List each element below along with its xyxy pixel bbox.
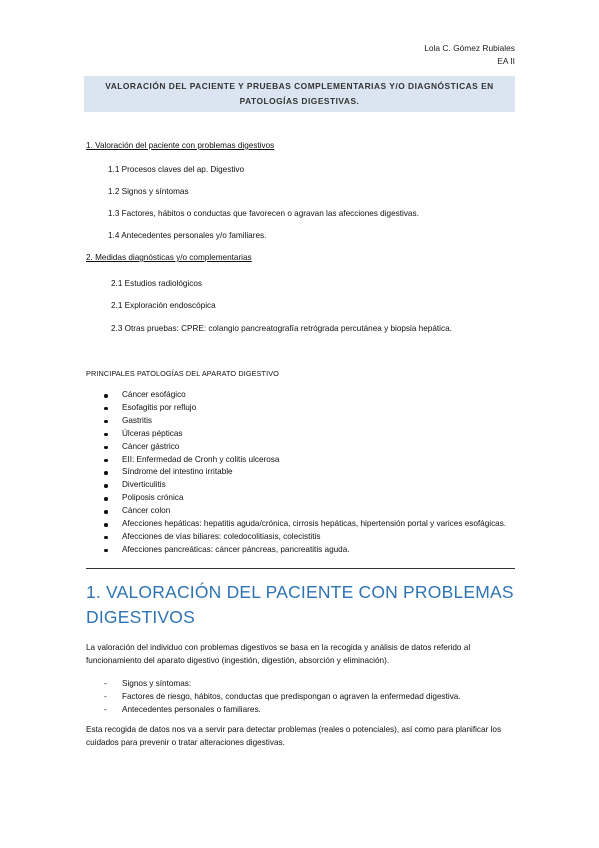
- list-item: - Factores de riesgo, hábitos, conductas que predispongan o agraven la enfermedad digestiva.: [86, 690, 516, 703]
- dash-marker: -: [104, 679, 107, 688]
- list-item: Esofagitis por reflujo: [86, 402, 516, 415]
- index-item: 1.3 Factores, hábitos o conductas que favorecen o agravan las afecciones digestivas.: [108, 209, 419, 218]
- dash-marker: -: [104, 705, 107, 715]
- section-1-intro: La valoración del individuo con problemas digestivos se basa en la recogida y análisis de datos referido al funcionamiento del aparato digestivo (ingestión, digestión, absorción y eliminación).: [86, 643, 471, 666]
- list-item: Afecciones de vías biliares: coledocolitiasis, colecistitis: [86, 531, 516, 544]
- list-item: Cáncer colon: [86, 505, 516, 518]
- index-item: 2.1 Estudios radiológicos: [111, 279, 203, 288]
- document-title-band: [84, 76, 515, 112]
- list-item: Diverticulitis: [86, 479, 516, 492]
- pathologies-label: PRINCIPALES PATOLOGÍAS DEL APARATO DIGESTIVO: [86, 369, 279, 378]
- list-item: Afecciones hepáticas: hepatitis aguda/crónica, cirrosis hepáticas, hipertensión portal y varices esofágicas.: [86, 518, 516, 531]
- list-item: Poliposis crónica: [86, 492, 516, 505]
- author-name: Lola C. Gómez Rubiales: [424, 43, 515, 53]
- list-item: Gastritis: [86, 415, 516, 428]
- section-divider: [86, 568, 515, 569]
- bullet-icon: [104, 459, 108, 463]
- list-item: Afecciones pancreáticas: cáncer páncreas, pancreatitis aguda.: [86, 544, 516, 557]
- list-item: - Signos y síntomas:: [86, 677, 516, 690]
- course-code: EA II: [497, 56, 515, 66]
- index-section-2: 2. Medidas diagnósticas y/o complementarias: [86, 253, 252, 262]
- bullet-icon: [104, 433, 108, 437]
- bullet-icon: [104, 446, 108, 450]
- bullet-icon: [104, 420, 108, 424]
- list-item: EII: Enfermedad de Cronh y colitis ulcerosa: [86, 454, 516, 467]
- page-header: [424, 42, 515, 68]
- bullet-icon: [104, 407, 108, 411]
- bullet-icon: [104, 497, 108, 501]
- bullet-icon: [104, 510, 108, 514]
- bullet-icon: [104, 394, 108, 398]
- index-item: 1.4 Antecedentes personales y/o familiares.: [108, 231, 267, 240]
- document-title-line1: VALORACIÓN DEL PACIENTE Y PRUEBAS COMPLEMENTARIAS Y/O DIAGNÓSTICAS EN: [105, 81, 494, 91]
- list-item: Cáncer esofágico: [86, 389, 516, 402]
- assessment-list: [86, 677, 516, 717]
- bullet-icon: [104, 523, 108, 527]
- section-1-closing: Esta recogida de datos nos va a servir para detectar problemas (reales o potenciales), así como para planificar los cuidados para prevenir o tratar alteraciones digestivas.: [86, 725, 502, 748]
- bullet-icon: [104, 484, 108, 488]
- section-1-heading: 1. VALORACIÓN DEL PACIENTE CON PROBLEMAS DIGESTIVOS: [86, 582, 514, 627]
- document-title-line2: PATOLOGÍAS DIGESTIVAS.: [239, 96, 360, 106]
- bullet-icon: [104, 536, 108, 540]
- index-section-1: 1. Valoración del paciente con problemas digestivos: [86, 141, 275, 150]
- index-item: 1.1 Procesos claves del ap. Digestivo: [108, 165, 245, 174]
- list-item: - Antecedentes personales o familiares.: [86, 703, 516, 716]
- pathologies-list: [86, 389, 516, 557]
- bullet-icon: [104, 549, 108, 553]
- index-item: 2.1 Exploración endoscópica: [111, 301, 216, 310]
- list-item: Cáncer gástrico: [86, 441, 516, 454]
- list-item: Úlceras pépticas: [86, 428, 516, 441]
- index-item: 2.3 Otras pruebas: CPRE: colangio pancreatografía retrógrada percutánea y biopsia hepática.: [111, 324, 452, 333]
- dash-marker: -: [104, 692, 107, 702]
- index-item: 1.2 Signos y síntomas: [108, 187, 189, 196]
- list-item: Síndrome del intestino irritable: [86, 466, 516, 479]
- bullet-icon: [104, 471, 108, 475]
